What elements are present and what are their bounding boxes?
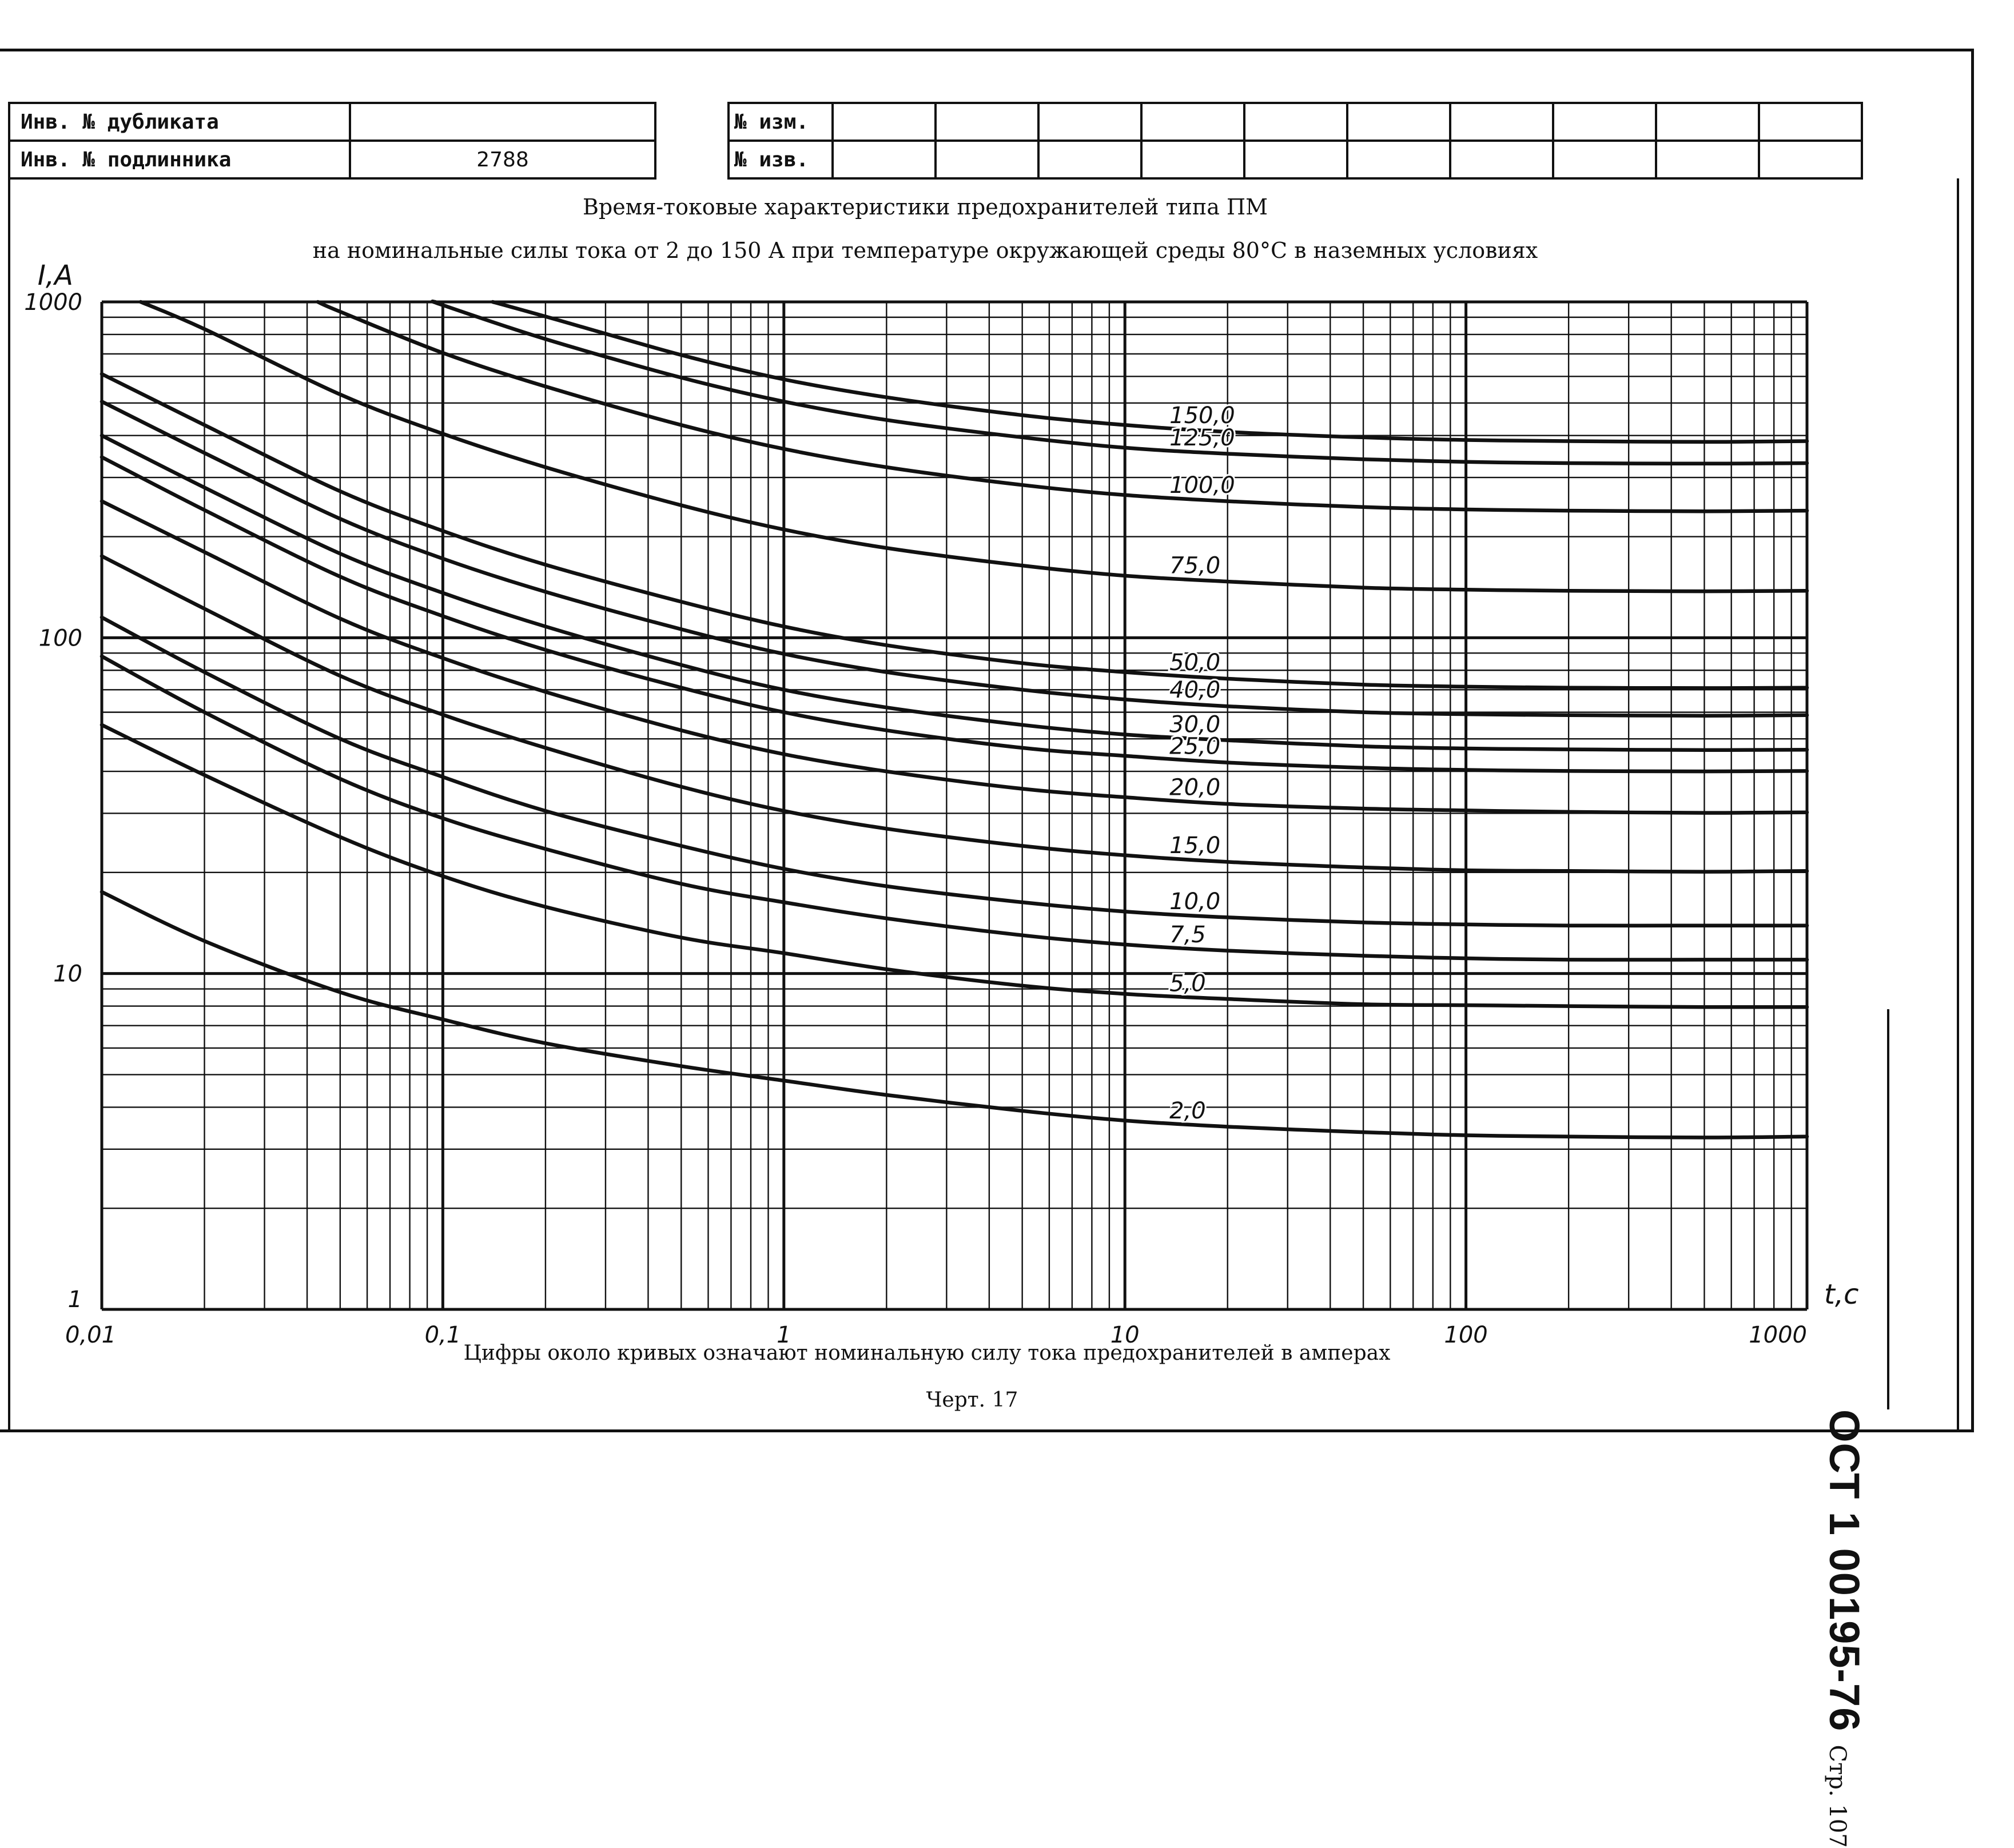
series-line — [493, 302, 1807, 442]
revision-label-notice: № изв. — [729, 141, 833, 178]
series-line — [318, 302, 1807, 511]
series-label: 150,0 — [1169, 402, 1235, 429]
y-axis-label: I,A — [37, 260, 73, 292]
x-tick-label: 0,1 — [424, 1322, 461, 1348]
x-tick-label: 0,01 — [65, 1322, 117, 1348]
series-label: 30,0 — [1169, 711, 1221, 738]
inventory-value-original: 2788 — [350, 141, 655, 178]
x-tick-label: 10 — [1110, 1322, 1140, 1348]
chart-title: Время-токовые характеристики предохранителей типа ПМ — [582, 194, 1268, 220]
inventory-label-original: Инв. № подлинника — [9, 141, 350, 178]
chart-subtitle: на номинальные силы тока от 2 до 150 А при температуре окружающей среды 80°С в наземных условиях — [312, 238, 1538, 263]
side-rule — [1887, 1009, 1889, 1409]
y-tick-label: 100 — [38, 625, 82, 652]
series-label: 125,0 — [1169, 425, 1235, 452]
x-tick-label: 1000 — [1749, 1322, 1807, 1348]
series-line — [102, 457, 1807, 772]
series-line — [432, 301, 1807, 464]
x-axis-label: t,c — [1824, 1279, 1859, 1311]
x-tick-label: 1 — [777, 1322, 791, 1348]
series-label: 5,0 — [1169, 970, 1206, 997]
page-number: Стр. 107 — [1824, 1745, 1850, 1848]
standard-stamp — [1820, 1409, 1869, 1848]
series-label: 20,0 — [1169, 774, 1221, 801]
series-line — [102, 656, 1807, 960]
series-label: 2,0 — [1169, 1097, 1206, 1124]
series-label: 15,0 — [1169, 833, 1221, 859]
revision-label-change: № изм. — [729, 103, 833, 141]
series-line — [102, 725, 1807, 1007]
series-label: 40,0 — [1169, 676, 1221, 703]
series-label: 100,0 — [1169, 472, 1235, 499]
figure-label: Черт. 17 — [926, 1388, 1018, 1412]
series-label: 7,5 — [1169, 921, 1206, 948]
series-label: 50,0 — [1169, 649, 1221, 676]
chart-series-group — [102, 301, 1807, 1137]
x-tick-label: 100 — [1444, 1322, 1488, 1348]
chart-labels-group — [24, 260, 1858, 1348]
series-label: 25,0 — [1169, 733, 1221, 760]
curve-note: Цифры около кривых означают номинальную силу тока предохранителей в амперах — [463, 1341, 1391, 1365]
series-line — [102, 501, 1807, 813]
series-label: 75,0 — [1169, 552, 1221, 579]
series-line — [102, 374, 1807, 688]
y-tick-label: 1000 — [24, 289, 82, 316]
y-tick-label: 10 — [53, 961, 82, 987]
series-line — [102, 436, 1807, 750]
series-label: 10,0 — [1169, 889, 1221, 915]
chart-grid — [102, 302, 1807, 1309]
y-tick-label: 1 — [67, 1287, 82, 1313]
standard-code: ОСТ 1 00195-76 — [1821, 1409, 1868, 1732]
inventory-label-duplicate: Инв. № дубликата — [9, 103, 350, 141]
